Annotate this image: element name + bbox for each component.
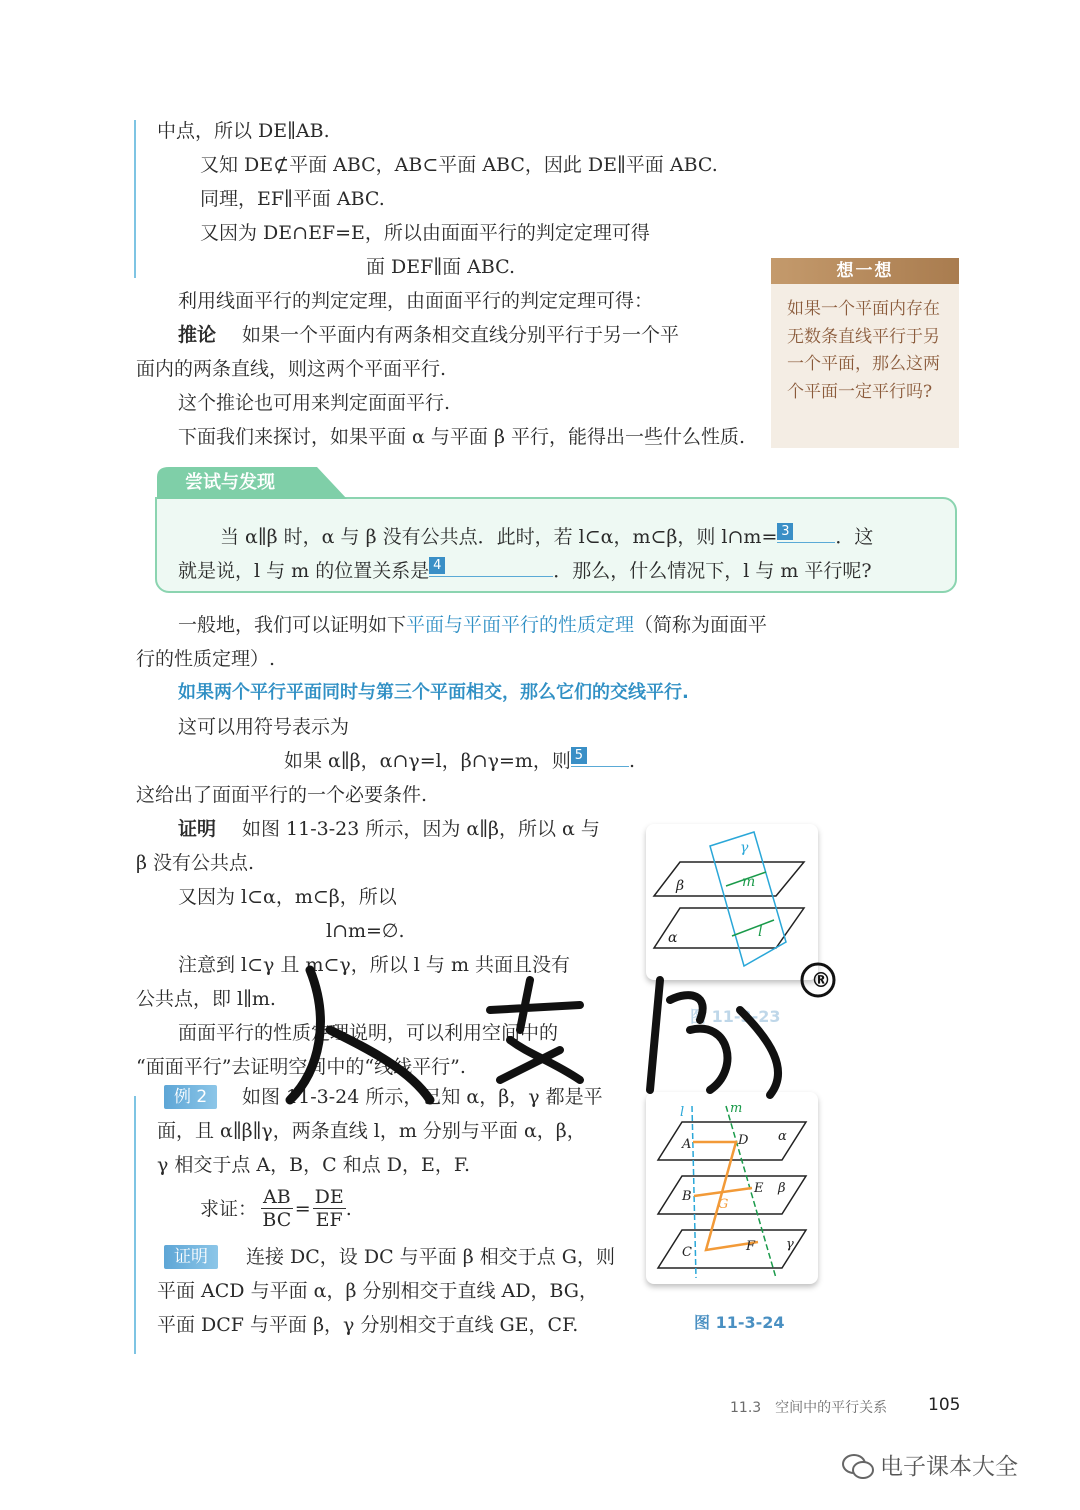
proof-line-3: 同理，EF∥平面 ABC. <box>200 188 385 210</box>
try-line-1 <box>220 524 873 550</box>
wechat-watermark <box>842 1448 1018 1481</box>
footer-section: 11.3 空间中的平行关系 <box>730 1400 888 1416</box>
proof-line-5: 面 DEF∥面 ABC. <box>366 256 516 278</box>
fill-blank-3[interactable] <box>777 524 835 543</box>
proof-text: 如图 11-3-23 所示，因为 α∥β，所以 α 与 <box>242 818 600 840</box>
numerator: DE <box>314 1186 344 1208</box>
try-discover-tab <box>157 467 347 499</box>
text: 一般地，我们可以证明如下 <box>178 614 407 636</box>
corollary-label: 推论 <box>178 324 217 346</box>
symbolic-line <box>284 748 635 774</box>
example-text: γ 相交于点 A，B，C 和点 D，E，F. <box>157 1154 471 1176</box>
proof-label: 证明 <box>178 818 217 840</box>
try-text: ．这 <box>835 526 874 548</box>
fig2-F-label: F <box>746 1239 756 1254</box>
period: . <box>345 1197 352 1220</box>
parallel-planes-diagram <box>646 1092 818 1284</box>
theorem-statement: 如果两个平行平面同时与第三个平面相交，那么它们的交线平行. <box>178 682 689 703</box>
try-text: ．那么，什么情况下，l 与 m 平行呢? <box>553 560 872 582</box>
numerator: AB <box>263 1186 291 1208</box>
text-line: 行的性质定理）. <box>136 648 276 670</box>
watermark-calligraphy <box>270 960 850 1110</box>
fig1-alpha-label: α <box>668 930 678 946</box>
proof-line-1: 中点，所以 DE∥AB. <box>157 120 330 142</box>
fig2-l-label: l <box>680 1105 685 1120</box>
fig2-alpha-label: α <box>778 1129 787 1144</box>
think-box <box>771 258 959 448</box>
proof-text: l∩m=∅. <box>326 920 405 942</box>
fig2-C-label: C <box>682 1245 692 1260</box>
planes-diagram <box>646 824 818 980</box>
wechat-account-name: 电子课本大全 <box>880 1454 1018 1480</box>
proof-text: 注意到 l⊂γ 且 m⊂γ，所以 l 与 m 共面且没有 <box>178 954 571 976</box>
text-line: 这个推论也可用来判定面面平行. <box>178 392 451 414</box>
text: （简称为面面平 <box>634 614 768 636</box>
publisher-watermark <box>270 960 850 1115</box>
fill-blank-5[interactable] <box>571 748 629 767</box>
proof-text: 公共点，即 l∥m. <box>136 988 276 1010</box>
try-line-2 <box>178 558 872 584</box>
prove-label: 求证： <box>200 1197 258 1220</box>
proof-text: “面面平行”去证明空间中的“线线平行”. <box>136 1056 466 1078</box>
proof-line-2: 又知 DE⊄平面 ABC，AB⊂平面 ABC，因此 DE∥平面 ABC. <box>200 154 718 176</box>
try-text: 当 α∥β 时，α 与 β 没有公共点．此时，若 l⊂α，m⊂β，则 l∩m= <box>220 526 778 548</box>
blank-number: 4 <box>429 557 445 574</box>
text-line: 这可以用符号表示为 <box>178 716 350 738</box>
blank-number: 3 <box>777 523 793 540</box>
figure-11-3-23 <box>646 824 818 980</box>
fraction-ab-bc <box>261 1186 293 1231</box>
prove-statement <box>200 1186 352 1231</box>
registered-glyph: ® <box>811 968 831 992</box>
fig1-l-label: l <box>758 924 763 940</box>
figure-caption: 图 11-3-23 <box>690 1007 781 1026</box>
fig2-gamma-label: γ <box>786 1237 794 1252</box>
try-discover-label: 尝试与发现 <box>185 472 275 493</box>
denominator: EF <box>315 1209 343 1231</box>
example-margin-rule <box>134 1096 136 1354</box>
fig2-beta-label: β <box>778 1181 786 1196</box>
text-line: 下面我们来探讨，如果平面 α 与平面 β 平行，能得出一些什么性质. <box>178 426 746 448</box>
proof2-text: 连接 DC，设 DC 与平面 β 相交于点 G，则 <box>246 1246 615 1268</box>
think-text: 如果一个平面内存在无数条直线平行于另一个平面，那么这两个平面一定平行吗? <box>787 299 940 402</box>
page-number: 105 <box>928 1395 961 1415</box>
fig1-beta-label: β <box>676 878 685 894</box>
proof2-text: 平面 ACD 与平面 α，β 分别相交于直线 AD，BG， <box>157 1280 598 1302</box>
theorem-name: 平面与平面平行的性质定理 <box>406 614 635 636</box>
fraction-de-ef <box>313 1186 346 1231</box>
blank-number: 5 <box>571 747 587 764</box>
corollary-text: 如果一个平面内有两条相交直线分别平行于另一个平 <box>242 324 680 346</box>
fig2-m-label: m <box>730 1101 743 1116</box>
proof-text: 面面平行的性质定理说明，可以利用空间中的 <box>178 1022 559 1044</box>
fig1-gamma-label: γ <box>740 840 749 856</box>
text-line: 利用线面平行的判定定理，由面面平行的判定定理可得： <box>178 290 654 312</box>
equals: = <box>294 1197 311 1220</box>
fig2-E-label: E <box>754 1181 764 1196</box>
denominator: BC <box>262 1209 292 1231</box>
proof-text: β 没有公共点. <box>136 852 255 874</box>
corollary-text-2: 面内的两条直线，则这两个平面平行. <box>136 358 447 380</box>
proof-text: 又因为 l⊂α，m⊂β，所以 <box>178 886 397 908</box>
think-title: 想一想 <box>771 258 959 284</box>
example-text: 如图 11-3-24 所示，已知 α，β，γ 都是平 <box>242 1086 603 1108</box>
fill-blank-4[interactable] <box>429 558 553 577</box>
wechat-icon <box>842 1452 872 1478</box>
proof-line-4: 又因为 DE∩EF=E，所以由面面平行的判定定理可得 <box>200 222 650 244</box>
proof-margin-rule <box>134 120 136 278</box>
try-text: 就是说，l 与 m 的位置关系是 <box>178 560 430 582</box>
figure-caption: 图 11-3-24 <box>694 1313 785 1332</box>
fig2-G-label: G <box>718 1197 729 1212</box>
fig2-B-label: B <box>682 1189 692 1204</box>
theorem-intro <box>178 612 767 638</box>
figure-11-3-24 <box>646 1092 818 1284</box>
fig2-D-label: D <box>738 1133 749 1148</box>
fig2-A-label: A <box>682 1137 692 1152</box>
fig1-m-label: m <box>742 874 756 890</box>
example-text: 面，且 α∥β∥γ，两条直线 l，m 分别与平面 α，β， <box>157 1120 586 1142</box>
text: 如果 α∥β，α∩γ=l，β∩γ=m，则 <box>284 750 571 772</box>
proof2-text: 平面 DCF 与平面 β，γ 分别相交于直线 GE，CF. <box>157 1314 579 1336</box>
text: . <box>628 750 635 772</box>
example-tag: 例 2 <box>164 1085 217 1109</box>
text-line: 这给出了面面平行的一个必要条件. <box>136 784 428 806</box>
proof-tag: 证明 <box>164 1245 218 1269</box>
